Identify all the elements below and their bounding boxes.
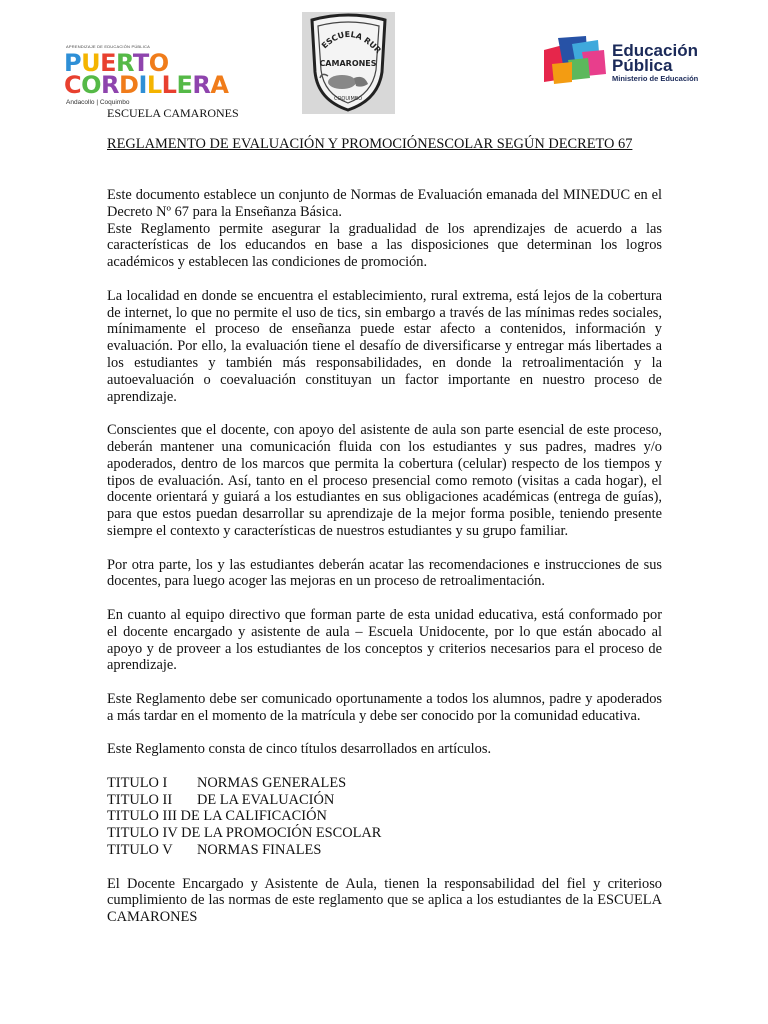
logo-letter: R (192, 71, 211, 99)
logo-letter: I (138, 71, 147, 99)
logo-line-publica: Pública (612, 56, 673, 75)
logo-letter: E (100, 49, 116, 77)
logo-letter: R (101, 71, 120, 99)
logo-letter: O (81, 71, 102, 99)
logo-letter: U (81, 49, 101, 77)
logo-letter: C (64, 71, 82, 99)
paragraph-titulos-intro: Este Reglamento consta de cinco títulos desarrollados en artículos. (107, 741, 492, 758)
logo-letter: D (119, 71, 139, 99)
logo-letter: L (161, 71, 177, 99)
seal-bottom-text: COQUIMBO (333, 96, 363, 102)
logo-letter: R (116, 49, 133, 77)
logo-letter: O (148, 49, 169, 77)
logo-letter: E (176, 71, 193, 99)
list-item: TITULO II DE LA EVALUACIÓN (107, 791, 335, 808)
document-title: REGLAMENTO DE EVALUACIÓN Y PROMOCIÓNESCOLAR SEGÚN DECRETO 67 (107, 136, 633, 152)
logo-subtitle: Andacollo | Coquimbo (66, 99, 130, 106)
paragraph-conscientes: Conscientes que el docente, con apoyo del asistente de aula son parte esencial de este proceso, deberán mantener una comunicación fluida con los estudiantes y sus padres, madres y/o apoderados, dentro de los marcos que permita la cobertura (celular) respecto de los tiempos y tipos de evaluación. Así, tanto en el proceso presencial como remoto (visitas a cada hogar), el docente orientará y guiará a los estudiantes en sus obligaciones académicas (entrega de guías), para que estos puedan desarrollar su aprendizaje de la mejor forma posible, teniendo presente siempre el contexto y características de nuestros estudiantes y su grupo familiar. (107, 422, 662, 539)
paragraph-estudiantes: Por otra parte, los y las estudiantes deberán acatar las recomendaciones e instrucciones de sus docentes, para luego acoger las mejoras en un proceso de retroalimentación. (107, 556, 662, 590)
paragraph-intro-1: Este documento establece un conjunto de Normas de Evaluación emanada del MINEDUC en el Decreto Nº 67 para la Enseñanza Básica. (107, 187, 662, 220)
paragraph-intro-2: Este Reglamento permite asegurar la gradualidad de los aprendizajes de acuerdo a las características de los educandos en base a las disposiciones que determinan los logros académicos y establecen las condiciones de promoción. (107, 220, 662, 271)
titles-list (107, 775, 662, 859)
list-item: TITULO III DE LA CALIFICACIÓN (107, 808, 327, 825)
document-body (107, 187, 662, 926)
seal-top-text: ESCUELA RUR (319, 29, 383, 56)
logo-letter: P (64, 49, 82, 77)
list-item: TITULO V NORMAS FINALES (107, 842, 322, 859)
seal-center-text: CAMARONES (319, 59, 377, 68)
school-name: ESCUELA CAMARONES (107, 106, 239, 120)
list-item: TITULO I NORMAS GENERALES (107, 774, 347, 791)
puerto-cordillera-logo (62, 44, 227, 106)
logo-caption: APRENDIZAJE DE EDUCACIÓN PÚBLICA (66, 44, 150, 49)
school-seal-logo (302, 12, 395, 114)
logo-line-educacion: Educación (612, 41, 698, 60)
paragraph-equipo-directivo: En cuanto al equipo directivo que forman parte de esta unidad educativa, está conformado por el docente encargado y asistente de aula – Escuela Unidocente, por lo que están abocado al apoyo y de proveer a los estudiantes de los conceptos y criterios necesarios para el proceso de aprendizaje. (107, 606, 662, 674)
logo-letter: A (210, 71, 229, 99)
logo-line-ministerio: Ministerio de Educación (612, 74, 699, 83)
paragraph-locality: La localidad en donde se encuentra el establecimiento, rural extrema, está lejos de la cobertura de internet, lo que no permite el uso de tics, sin embargo a través de las mínimas redes sociales, mínimamente el proceso de enseñanza puede estar afecto a contenidos, información y evaluación. Por ello, la evaluación tiene el desafío de diversificarse y entregar más libertades a los estudiantes y también más responsabilidades, en donde la retroalimentación y la autoevaluación o coevaluación constituyan un factor importante en nuestro proceso de aprendizaje. (107, 287, 662, 405)
logo-word-cordillera (64, 73, 228, 97)
logo-letter: T (132, 49, 149, 77)
mineduc-emblem-icon (542, 36, 608, 86)
paragraph-comunicacion: Este Reglamento debe ser comunicado oportunamente a todos los alumnos, padre y apoderados a más tardar en el momento de la matrícula y debe ser conocido por la comunidad educativa. (107, 690, 662, 724)
educacion-publica-logo (542, 36, 717, 88)
paragraph-closing: El Docente Encargado y Asistente de Aula, tienen la responsabilidad del fiel y criterioso cumplimiento de las normas de este reglamento que se aplica a los estudiantes de la ESCUELA CAMARONES (107, 875, 662, 926)
list-item: TITULO IV DE LA PROMOCIÓN ESCOLAR (107, 825, 382, 842)
logo-letter: L (146, 71, 162, 99)
